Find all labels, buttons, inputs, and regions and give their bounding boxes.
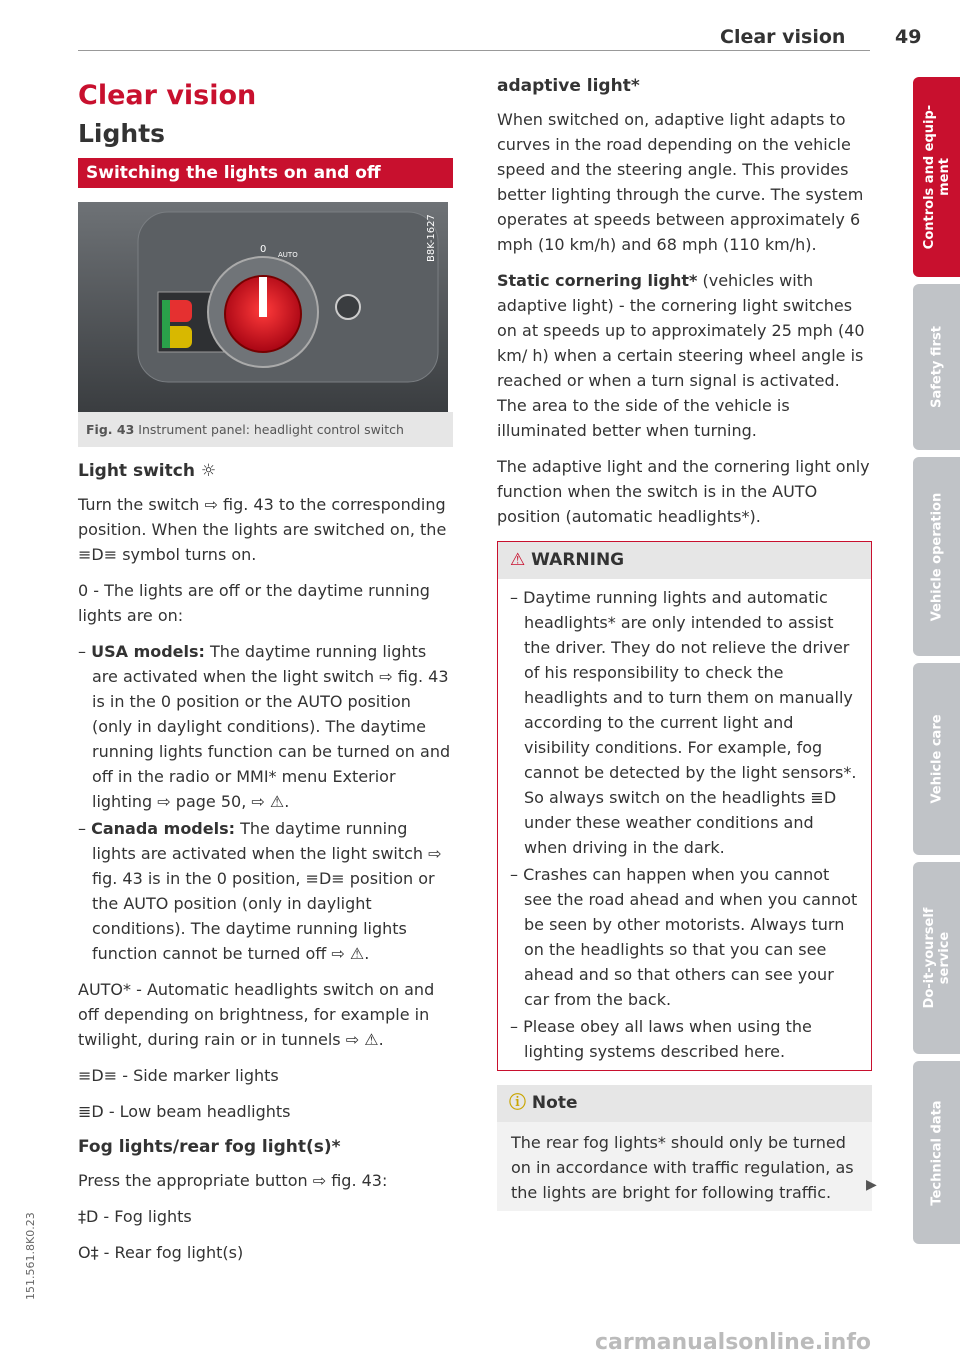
static-text: (vehicles with adaptive light) - the cornering light switches on at speeds up to approximately 25 mph (40 km/ h) when a certain steering wheel angle is reached or when a turn signal is activated. The area to the side of the vehicle is illuminated better when turning.: [497, 271, 865, 440]
paragraph-fog-lights: ‡D - Fog lights: [78, 1207, 192, 1226]
running-header: Clear vision: [720, 26, 846, 48]
light-switch-heading: Light switch ☼: [78, 461, 217, 481]
figure-43: [78, 202, 448, 412]
warning-triangle-icon: ⚠: [510, 550, 526, 570]
headlight-switch-illustration: [78, 202, 448, 412]
paragraph-press-button: Press the appropriate button ⇨ fig. 43:: [78, 1171, 388, 1190]
note-header: [497, 1085, 872, 1122]
chapter-title: Clear vision: [78, 80, 257, 111]
tab-label: Do-it-yourself service: [921, 907, 952, 1009]
paragraph-low-beam: ≣D - Low beam headlights: [78, 1102, 291, 1121]
paragraph-side-marker: ≡D≡ - Side marker lights: [78, 1066, 279, 1085]
tab-label: Technical data: [929, 1099, 944, 1206]
usa-text: The daytime running lights are activated when the light switch ⇨ fig. 43 is in the 0 position or the AUTO position (only in daylight conditions). The daytime running lights function can be turned on and off in the radio or MMI* menu Exterior lighting ⇨ page 50, ⇨ ⚠.: [92, 642, 451, 811]
warning-title: WARNING: [531, 550, 625, 570]
note-info-icon: ⓘ: [509, 1093, 526, 1113]
warning-item-text: Crashes can happen when you cannot see the road ahead and when you cannot be seen by other motorists. Always turn on the headlights so that you can see ahead and so that others can see your car from the back.: [523, 865, 858, 1009]
tab-vehicle-operation[interactable]: [913, 457, 960, 656]
tab-label: Vehicle operation: [929, 492, 944, 621]
figure-caption-text: Instrument panel: headlight control switch: [138, 422, 404, 437]
figure-code: B8K-1627: [426, 214, 437, 262]
tab-vehicle-care[interactable]: [913, 663, 960, 855]
warning-item: – Please obey all laws when using the lighting systems described here.: [510, 1017, 812, 1061]
tab-label: Vehicle care: [929, 714, 944, 804]
canada-text: The daytime running lights are activated when the light switch ⇨ fig. 43 is in the 0 position, ≡D≡ position or the AUTO position (only in daylight conditions). The daytime running lights function cannot be turned off ⇨ ⚠.: [92, 819, 442, 963]
warning-item-text: Please obey all laws when using the lighting systems described here.: [523, 1017, 812, 1061]
figure-caption: [78, 412, 453, 447]
warning-body: [498, 579, 871, 1070]
warning-item: – Daytime running lights and automatic headlights* are only intended to assist the driver. They do not relieve the driver of his responsibility to check the headlights and to turn them on manually according to the current light and visibility conditions. For example, fog cannot be detected by the light sensors*. So always switch on the headlights ≣D under these weather conditions and when driving in the dark.: [510, 588, 857, 857]
tab-diy-service[interactable]: [913, 862, 960, 1054]
warning-item-text: Daytime running lights and automatic headlights* are only intended to assist the driver. They do not relieve the driver of his responsibility to check the headlights and to turn them on manually according to the current light and visibility conditions. For example, fog cannot be detected by the light sensors*. So always switch on the headlights ≣D under these weather conditions and when driving in the dark.: [523, 588, 857, 857]
paragraph-only-function: The adaptive light and the cornering light only function when the switch is in the AUTO position (automatic headlights*).: [497, 457, 870, 526]
tab-technical-data[interactable]: [913, 1061, 960, 1244]
canada-label: Canada models:: [91, 819, 236, 838]
left-column: [78, 74, 453, 1276]
warning-item: – Crashes can happen when you cannot see the road ahead and when you cannot be seen by other motorists. Always turn on the headlights so that you can see ahead and so that others can see your car from the back.: [510, 865, 858, 1009]
paragraph-static-cornering: [497, 268, 872, 443]
note-title: Note: [531, 1093, 578, 1113]
list-item-usa: – USA models: The daytime running lights are activated when the light switch ⇨ fig. 43 is in the 0 position or the AUTO position (only in daylight conditions). The daytime running lights function can be turned on and off in the radio or MMI* menu Exterior lighting ⇨ page 50, ⇨ ⚠.: [78, 642, 451, 811]
section-title: Lights: [78, 119, 166, 148]
paragraph-rear-fog: O‡ - Rear fog light(s): [78, 1243, 244, 1262]
chapter-tabs: [913, 77, 960, 1251]
topic-band: Switching the lights on and off: [78, 158, 453, 188]
tab-label: Safety first: [929, 326, 944, 408]
paragraph-auto: AUTO* - Automatic headlights switch on and off depending on brightness, for example in twilight, during rain or in tunnels ⇨ ⚠.: [78, 980, 435, 1049]
footer-watermark: carmanualsonline.info: [595, 1330, 871, 1355]
knob-label-0: 0: [260, 244, 267, 255]
knob-label-auto: AUTO: [278, 251, 298, 259]
paragraph-turn-switch: Turn the switch ⇨ fig. 43 to the corresponding position. When the lights are switched on, the ≡D≡ symbol turns on.: [78, 495, 447, 564]
margin-code: 151.561.8K0.23: [24, 1212, 37, 1300]
usa-label: USA models:: [91, 642, 205, 661]
tab-controls[interactable]: [913, 77, 960, 277]
static-label: Static cornering light*: [497, 271, 698, 290]
page-number: 49: [895, 26, 922, 48]
paragraph-adaptive: When switched on, adaptive light adapts to curves in the road depending on the vehicle speed and the steering angle. This provides better lighting through the curve. The system operates at speeds between approximately 6 mph (10 km/h) and 68 mph (110 km/h).: [497, 110, 864, 254]
list-item-canada: – Canada models: The daytime running lights are activated when the light switch ⇨ fig. 43 is in the 0 position, ≡D≡ position or the AUTO position (only in daylight conditions). The daytime running lights function cannot be turned off ⇨ ⚠.: [78, 819, 442, 963]
adaptive-heading: adaptive light*: [497, 76, 640, 96]
paragraph-position-0: 0 - The lights are off or the daytime running lights are on:: [78, 581, 430, 625]
tab-label: Controls and equip- ment: [921, 104, 952, 250]
fog-heading: Fog lights/rear fog light(s)*: [78, 1137, 341, 1157]
figure-caption-label: Fig. 43: [86, 422, 135, 437]
right-column: [497, 74, 872, 1211]
tab-safety[interactable]: [913, 284, 960, 450]
note-box: [497, 1085, 872, 1211]
warning-header: [498, 542, 871, 579]
continue-arrow-icon: ▶: [866, 1177, 877, 1193]
header-rule: [78, 50, 870, 51]
note-body: The rear fog lights* should only be turned on in accordance with traffic regulation, as the lights are bright for following traffic.: [497, 1122, 872, 1211]
warning-box: [497, 541, 872, 1071]
